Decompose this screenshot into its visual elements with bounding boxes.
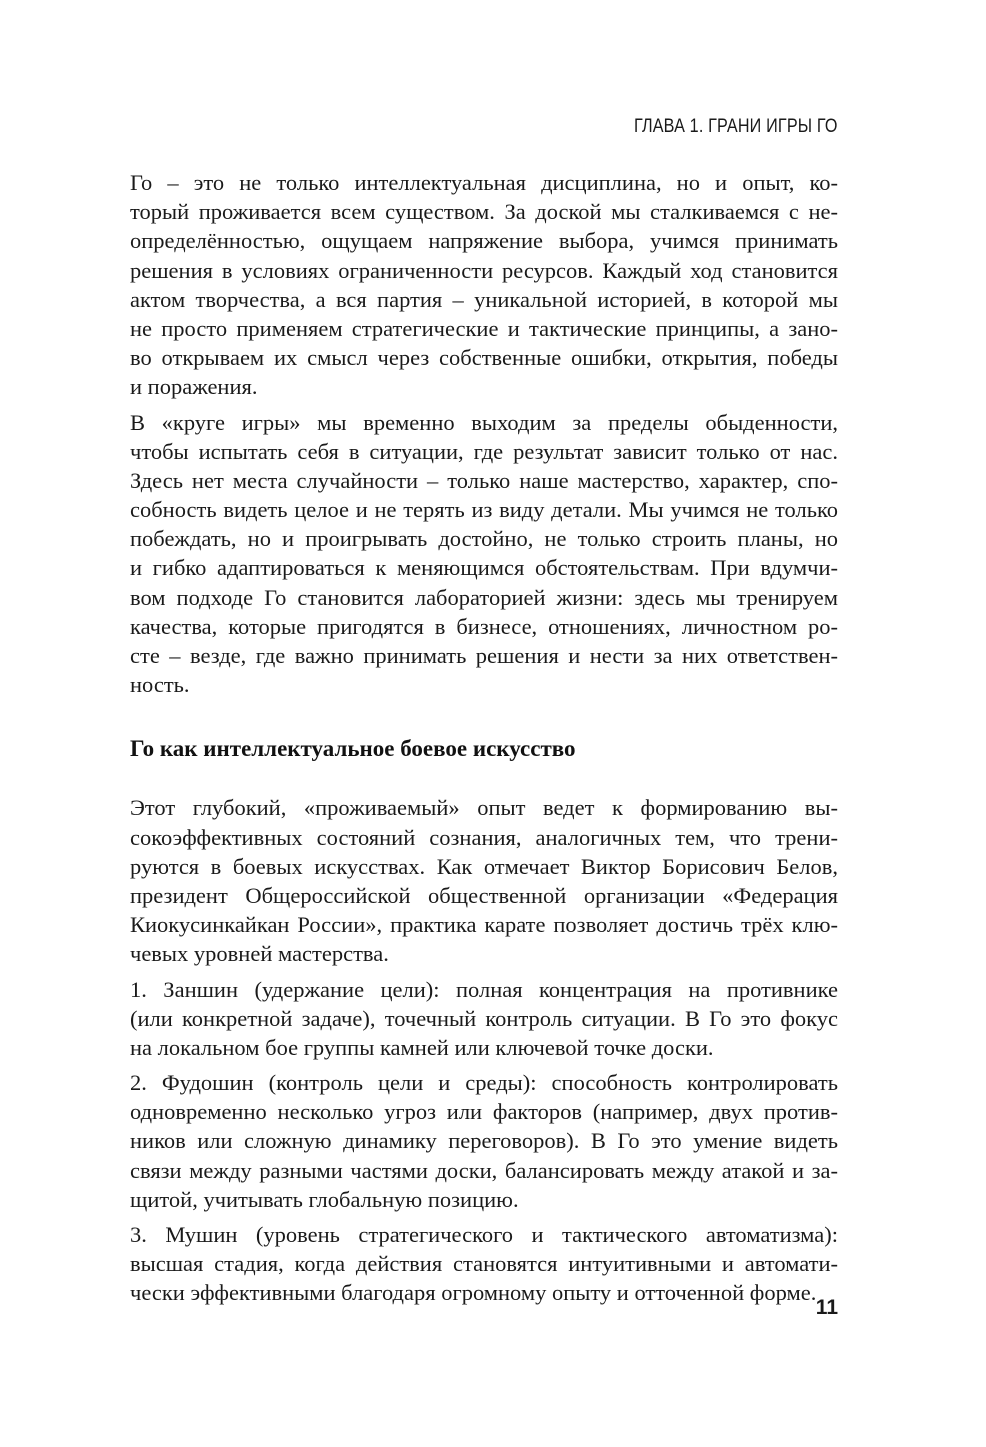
paragraph (130, 408, 838, 700)
text-line: ников или сложную динамику переговоров). В Го это умение видеть (130, 1128, 838, 1154)
text-line: не просто применяем стратегические и тактические принципы, а зано- (130, 315, 838, 341)
text-line: и поражения. (130, 374, 258, 400)
text-line: Киокусинкайкан России», практика карате позволяет достичь трёх клю- (130, 912, 838, 938)
text-line: (или конкретной задаче), точечный контроль ситуации. В Го это фокус (130, 1005, 838, 1031)
text-line: и гибко адаптироваться к меняющимся обстоятельствам. При вдумчи- (130, 555, 838, 581)
text-line: одновременно несколько угроз или факторов (например, двух против- (130, 1099, 838, 1125)
text-line: щитой, учитывать глобальную позицию. (130, 1186, 519, 1212)
text-line: В «круге игры» мы временно выходим за пределы обыденности, (130, 409, 838, 435)
text-line: сте – везде, где важно принимать решения и нести за них ответствен- (130, 643, 838, 668)
text-line: 1. Заншин (удержание цели): полная концентрация на противнике (130, 976, 838, 1002)
text-line: вом подходе Го становится лабораторией жизни: здесь мы тренируем (130, 584, 838, 610)
text-line: чевых уровней мастерства. (130, 941, 389, 967)
text-line: чески эффективными благодаря огромному опыту и отточенной форме. (130, 1280, 817, 1306)
text-line: торый проживается всем существом. За доской мы сталкиваемся с не- (130, 199, 838, 225)
text-line: Здесь нет места случайности – только наше мастерство, характер, спо- (130, 467, 838, 493)
paragraph (130, 1068, 838, 1214)
section-heading: Го как интеллектуальное боевое искусство (130, 736, 576, 762)
text-line: определённостью, ощущаем напряжение выбора, учимся принимать (130, 228, 838, 254)
text-line: на локальном бое группы камней или ключевой точке доски. (130, 1034, 714, 1060)
body-text (130, 168, 838, 1314)
text-line: Го – это не только интеллектуальная дисциплина, но и опыт, ко- (130, 170, 838, 195)
text-line: 3. Мушин (уровень стратегического и тактического автоматизма): (130, 1222, 838, 1247)
text-line: президент Общероссийской общественной организации «Федерация (130, 882, 838, 908)
text-line: руются в боевых искусствах. Как отмечает Виктор Борисович Белов, (130, 853, 838, 879)
text-line: качества, которые пригодятся в бизнесе, отношениях, личностном ро- (130, 613, 838, 639)
paragraph (130, 168, 838, 402)
text-line: Этот глубокий, «проживаемый» опыт ведет к формированию вы- (130, 795, 838, 821)
text-line: во открываем их смысл через собственные ошибки, открытия, победы (130, 345, 838, 371)
text-line: 2. Фудошин (контроль цели и среды): способность контролировать (130, 1070, 838, 1096)
text-line: ность. (130, 672, 190, 698)
text-line: актом творчества, а вся партия – уникальной историей, в которой мы (130, 286, 838, 312)
running-head: ГЛАВА 1. ГРАНИ ИГРЫ ГО (634, 116, 838, 137)
page-number: 11 (815, 1296, 838, 1319)
text-line: собность видеть целое и не терять из виду детали. Мы учимся не только (130, 497, 838, 523)
text-line: сокоэффективных состояний сознания, аналогичных тем, что трени- (130, 824, 838, 850)
paragraph (130, 793, 838, 968)
text-line: чтобы испытать себя в ситуации, где результат зависит только от нас. (130, 438, 838, 464)
intro-paragraphs (130, 168, 838, 699)
text-line: связи между разными частями доски, балансировать между атакой и за- (130, 1157, 838, 1183)
text-line: решения в условиях ограниченности ресурсов. Каждый ход становится (130, 257, 838, 283)
paragraph (130, 975, 838, 1063)
text-line: высшая стадия, когда действия становятся интуитивными и автомати- (130, 1251, 838, 1277)
paragraph (130, 1220, 838, 1308)
text-line: побеждать, но и проигрывать достойно, не только строить планы, но (130, 526, 838, 552)
section-paragraphs (130, 793, 838, 1307)
